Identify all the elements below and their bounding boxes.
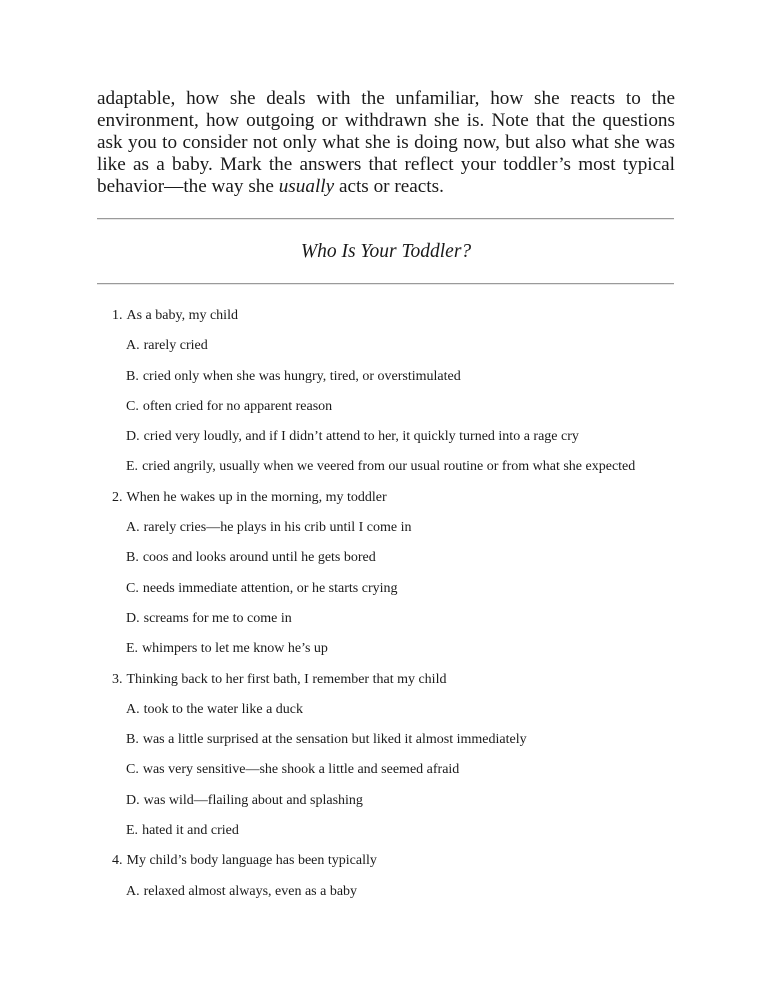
answer-option — [97, 574, 675, 604]
question-3 — [97, 665, 675, 695]
answer-option — [97, 392, 675, 422]
question-number: 2. — [112, 489, 123, 505]
option-letter: E. — [126, 823, 139, 839]
answer-option — [97, 543, 675, 573]
option-letter: C. — [126, 762, 139, 778]
option-text: was a little surprised at the sensation but liked it almost immediately — [142, 732, 527, 748]
option-text: needs immediate attention, or he starts crying — [142, 580, 398, 596]
question-text: When he wakes up in the morning, my toddler — [126, 489, 387, 505]
questionnaire — [97, 301, 675, 907]
option-letter: B. — [126, 732, 139, 748]
answer-option — [97, 452, 675, 482]
question-text: My child’s body language has been typically — [126, 853, 377, 869]
answer-option — [97, 877, 675, 907]
intro-emphasis: usually — [278, 176, 335, 197]
page-content — [97, 88, 675, 907]
option-letter: B. — [126, 550, 139, 566]
answer-option — [97, 695, 675, 725]
question-number: 4. — [112, 853, 123, 869]
option-letter: A. — [126, 883, 140, 899]
question-4 — [97, 846, 675, 876]
question-2 — [97, 483, 675, 513]
question-1 — [97, 301, 675, 331]
question-text: As a baby, my child — [126, 308, 238, 323]
answer-option — [97, 513, 675, 543]
option-text: cried only when she was hungry, tired, or overstimulated — [142, 368, 461, 384]
answer-option — [97, 331, 675, 361]
question-number: 1. — [112, 308, 123, 323]
question-text: Thinking back to her first bath, I remember that my child — [126, 671, 447, 687]
option-text: rarely cries—he plays in his crib until I come in — [143, 520, 412, 536]
option-letter: D. — [126, 429, 140, 445]
option-letter: A. — [126, 338, 140, 354]
option-text: relaxed almost always, even as a baby — [143, 883, 358, 899]
option-letter: D. — [126, 610, 140, 626]
answer-option — [97, 786, 675, 816]
intro-text-end: acts or reacts. — [334, 176, 444, 197]
option-text: often cried for no apparent reason — [142, 398, 333, 414]
option-text: whimpers to let me know he’s up — [142, 641, 328, 657]
option-text: rarely cried — [143, 338, 208, 354]
option-letter: E. — [126, 459, 139, 475]
answer-option — [97, 604, 675, 634]
option-letter: D. — [126, 792, 140, 808]
option-letter: C. — [126, 580, 139, 596]
option-letter: C. — [126, 398, 139, 414]
option-text: coos and looks around until he gets bored — [142, 550, 376, 566]
option-letter: B. — [126, 368, 139, 384]
option-text: hated it and cried — [142, 823, 239, 839]
answer-option — [97, 362, 675, 392]
option-letter: A. — [126, 520, 140, 536]
intro-paragraph — [97, 88, 675, 198]
answer-option — [97, 422, 675, 452]
option-text: cried angrily, usually when we veered from our usual routine or from what she expected — [142, 459, 636, 475]
question-number: 3. — [112, 671, 123, 687]
answer-option — [97, 725, 675, 755]
option-letter: E. — [126, 641, 139, 657]
option-text: was wild—flailing about and splashing — [143, 792, 363, 808]
option-text: cried very loudly, and if I didn’t attend to her, it quickly turned into a rage cry — [143, 429, 579, 445]
section-title: Who Is Your Toddler? — [300, 241, 472, 262]
option-text: screams for me to come in — [143, 610, 292, 626]
answer-option — [97, 634, 675, 664]
intro-text-start: adaptable, how she deals with the unfamiliar, how she reacts to the environment, how outgoing or withdrawn she is. Note that the questions ask you to consider not only what she is doing now, but also what she was like as a baby. Mark the answers that reflect your toddler’s most typical behavior—the way she — [97, 88, 675, 197]
option-text: was very sensitive—she shook a little and seemed afraid — [142, 762, 460, 778]
answer-option — [97, 816, 675, 846]
section-divider-bottom — [97, 283, 674, 285]
option-text: took to the water like a duck — [143, 701, 304, 717]
answer-option — [97, 755, 675, 785]
option-letter: A. — [126, 701, 140, 717]
